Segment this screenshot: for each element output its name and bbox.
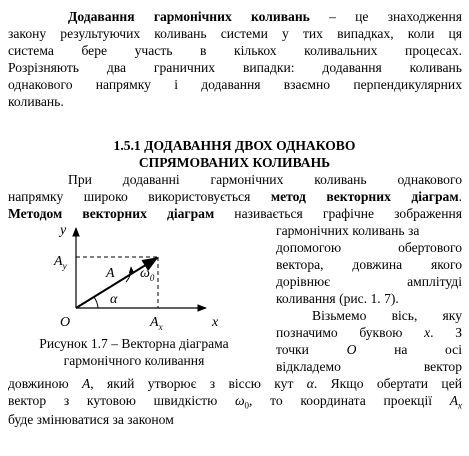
label-omega: $\omega_0$ <box>140 266 155 283</box>
right-line-8 <box>276 341 462 358</box>
Ax-subscript: x <box>458 400 462 411</box>
right-line7-text: позначимо буквою <box>276 325 425 340</box>
label-A: A <box>106 266 115 281</box>
full1-text-a: довжиною <box>8 376 82 391</box>
body-p1-line-1: При додаванні гармонічних коливань однакового <box>68 172 462 187</box>
right-line7-end: . З <box>430 325 462 340</box>
body-p1-line2-end: . <box>458 189 462 204</box>
intro-line1-rest: – це знаходження <box>309 9 462 24</box>
vector-diagram-figure <box>0 222 250 332</box>
intro-term: Додавання гармонічних коливань <box>68 9 310 24</box>
section-heading-line-1: 1.5.1 ДОДАВАННЯ ДВОХ ОДНАКОВО <box>113 138 356 153</box>
right-line8-word1: точки <box>276 342 309 357</box>
label-Ay: $A_y$ <box>54 254 67 271</box>
right-line-6: Візьмемо вісь, яку <box>312 308 462 323</box>
right-line-9: відкладемо вектор <box>276 359 462 374</box>
label-Ax: $A_x$ <box>150 315 163 332</box>
figure-caption-line-1: Рисунок 1.7 – Векторна діаграма <box>39 336 229 351</box>
angle-arc <box>94 297 98 308</box>
label-origin: O <box>60 315 71 330</box>
body-p1-line2-text: напрямку широко використовується <box>8 189 271 204</box>
right-line-2: допомогою обертового <box>276 240 462 255</box>
intro-line-3: система бере участь в кількох коливальних процесах. <box>8 43 462 58</box>
right-line8-word2: на <box>394 342 408 357</box>
right-line-1: гармонічних коливань за <box>276 223 420 238</box>
right-line-7 <box>276 324 462 341</box>
full2-text-b: , то координата проекції <box>249 393 450 408</box>
label-alpha: α <box>110 292 118 307</box>
full-line-2 <box>8 392 462 411</box>
right-line-5: коливання (рис. 1. 7). <box>276 291 399 306</box>
var-alpha: α <box>306 376 314 391</box>
full-line-1 <box>8 375 462 392</box>
intro-line-2: закону результуючих коливань системи у тих випадках, коли ця <box>8 26 462 41</box>
omega-subscript: 0 <box>244 400 250 411</box>
full1-text-b: , який утворює з віссю кут <box>90 376 307 391</box>
var-O: O <box>346 342 357 357</box>
var-Ax: A <box>449 393 459 408</box>
term-vector-diagram-method: метод векторних діаграм <box>270 189 459 204</box>
right-line8-word3: осі <box>445 342 462 357</box>
intro-line-5: однакового напрямку і додавання взаємно перпендикулярних <box>8 77 462 92</box>
body-p1-line3-rest: називається графічне зображення <box>214 206 462 221</box>
label-x: x <box>212 315 219 330</box>
intro-line-1 <box>68 8 462 25</box>
label-y: y <box>60 223 67 238</box>
figure-caption-line-2: гармонічного коливання <box>63 353 205 368</box>
right-line-3: вектора, довжина якого <box>276 257 462 272</box>
var-x: x <box>424 325 431 340</box>
full-line-3: буде змінюватися за законом <box>8 412 174 427</box>
intro-line-4: Розрізняють два граничних випадки: додавання коливань <box>8 60 462 75</box>
body-p1-line-3 <box>8 205 462 222</box>
right-line-4: дорівнює амплітуді <box>276 274 462 289</box>
full2-text-a: вектор з кутовою швидкістю <box>8 393 235 408</box>
var-omega: ω <box>234 393 245 408</box>
intro-line-6: коливань. <box>8 94 64 109</box>
body-p1-line-2 <box>8 188 462 205</box>
section-heading-line-2: СПРЯМОВАНИХ КОЛИВАНЬ <box>138 155 331 170</box>
full1-text-c: . Якщо обертати цей <box>313 376 462 391</box>
var-A: A <box>81 376 91 391</box>
term-vector-diagram-method-2: Методом векторних діаграм <box>8 206 215 221</box>
